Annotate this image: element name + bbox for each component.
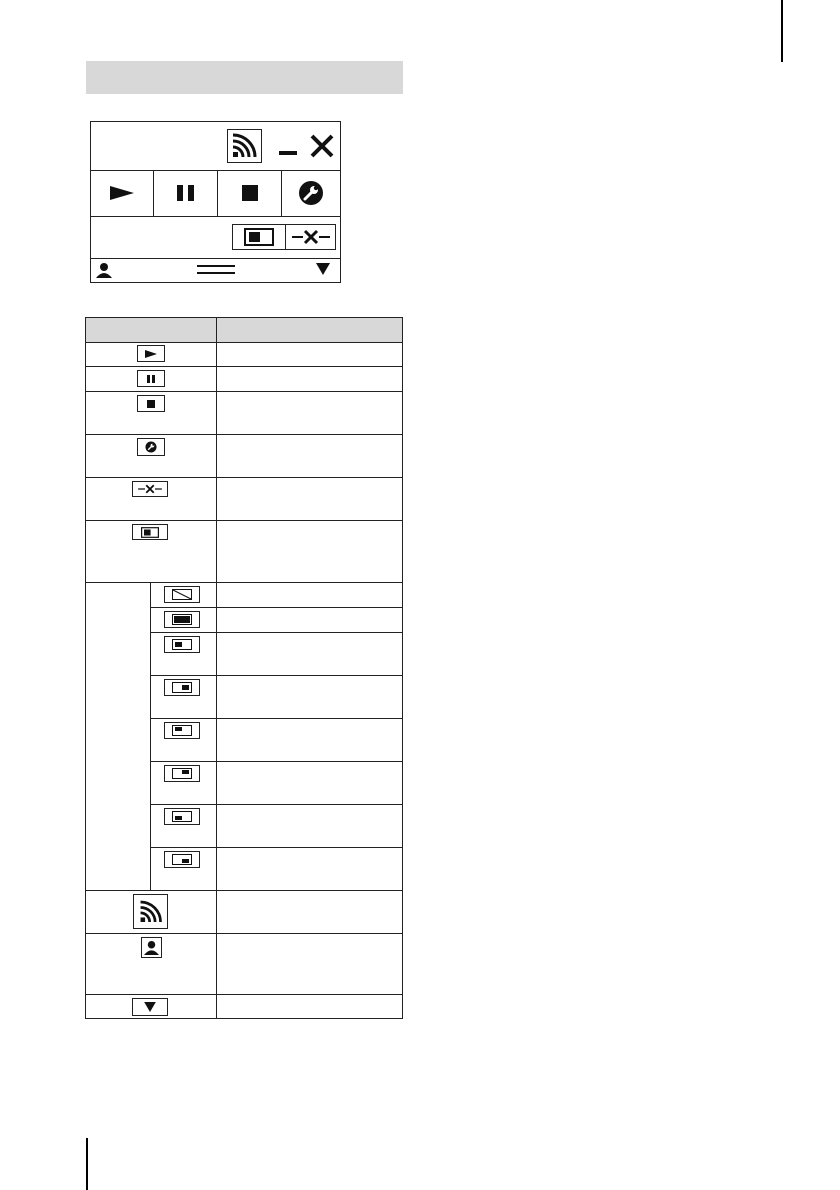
table-row-divider xyxy=(150,804,402,805)
layout-bottom-left-icon xyxy=(172,811,192,822)
panel-controls-row xyxy=(91,170,340,217)
table-row-dropdown xyxy=(132,998,168,1016)
page-margin-rule xyxy=(86,1138,88,1190)
play-icon xyxy=(110,186,134,200)
table-row-layout-bottom-left xyxy=(164,808,200,825)
table-subcolumn-divider xyxy=(150,582,151,890)
menu-lines-icon[interactable] xyxy=(197,264,235,276)
table-row-divider xyxy=(86,366,402,367)
page-corner-rule xyxy=(781,0,783,62)
table-row-settings xyxy=(137,438,165,456)
table-column-divider xyxy=(216,318,217,1018)
stop-button[interactable] xyxy=(218,170,281,216)
layout-top-right-icon xyxy=(172,768,192,779)
table-row-divider xyxy=(86,994,402,995)
layout-bottom-right-icon xyxy=(172,854,192,865)
table-row-layout-bottom-right xyxy=(164,851,200,868)
disconnect-button[interactable] xyxy=(286,224,336,250)
table-row-stop xyxy=(137,395,165,412)
table-row-pause xyxy=(137,370,165,387)
table-row-layout-full xyxy=(164,611,200,628)
table-row-divider xyxy=(86,477,402,478)
cast-button[interactable] xyxy=(227,129,262,163)
wrench-icon xyxy=(145,441,157,453)
play-button[interactable] xyxy=(91,170,153,216)
close-icon xyxy=(309,134,335,158)
stop-icon xyxy=(147,400,155,408)
table-row-divider xyxy=(86,520,402,521)
pause-icon xyxy=(147,375,155,383)
close-button[interactable] xyxy=(309,134,335,158)
table-row-divider xyxy=(150,718,402,719)
table-row-cast xyxy=(133,894,168,929)
icon-reference-table xyxy=(85,317,403,1019)
user-icon[interactable] xyxy=(96,262,112,278)
table-row-divider xyxy=(86,933,402,934)
panel-mode-row xyxy=(91,216,340,259)
disconnect-icon xyxy=(135,484,165,494)
panel-status-row xyxy=(91,258,340,282)
table-row-divider xyxy=(86,890,402,891)
triangle-down-icon xyxy=(144,1002,156,1012)
pause-icon xyxy=(177,185,195,201)
table-row-play xyxy=(137,345,165,362)
table-row-divider xyxy=(150,632,402,633)
stop-icon xyxy=(242,185,258,201)
table-row-pip xyxy=(132,524,168,540)
settings-button[interactable] xyxy=(282,170,340,216)
user-icon xyxy=(144,940,159,955)
table-row-layout-top-right xyxy=(164,765,200,782)
control-panel xyxy=(90,121,341,283)
table-row-disconnect xyxy=(132,481,168,497)
picture-in-picture-icon xyxy=(244,228,274,246)
play-icon xyxy=(145,350,157,358)
layout-right-half-icon xyxy=(172,682,192,693)
picture-in-picture-icon xyxy=(141,527,159,538)
table-row-divider xyxy=(150,607,402,608)
table-row-layout-top-left xyxy=(164,722,200,739)
section-title-bar xyxy=(86,61,403,94)
panel-title-row xyxy=(91,122,340,171)
pause-button[interactable] xyxy=(154,170,217,216)
wrench-icon xyxy=(298,180,324,206)
pip-button[interactable] xyxy=(232,224,286,250)
minimize-button[interactable] xyxy=(277,139,299,159)
cast-icon xyxy=(136,897,166,927)
table-row-divider xyxy=(86,391,402,392)
table-row-divider xyxy=(150,675,402,676)
table-row-divider xyxy=(86,582,402,583)
cast-icon xyxy=(228,130,261,162)
table-row-layout-off xyxy=(164,586,200,603)
table-row-layout-left xyxy=(164,636,200,653)
table-row-divider xyxy=(150,847,402,848)
layout-off-icon xyxy=(172,589,192,600)
table-header xyxy=(86,318,402,343)
disconnect-icon xyxy=(291,229,331,245)
table-row-user xyxy=(141,937,162,958)
table-row-divider xyxy=(86,434,402,435)
layout-top-left-icon xyxy=(172,725,192,736)
table-row-divider xyxy=(150,761,402,762)
table-row-layout-right xyxy=(164,679,200,696)
triangle-down-icon[interactable] xyxy=(316,263,330,275)
minimize-icon xyxy=(279,151,297,155)
layout-full-icon xyxy=(172,614,192,625)
layout-left-half-icon xyxy=(172,639,192,650)
